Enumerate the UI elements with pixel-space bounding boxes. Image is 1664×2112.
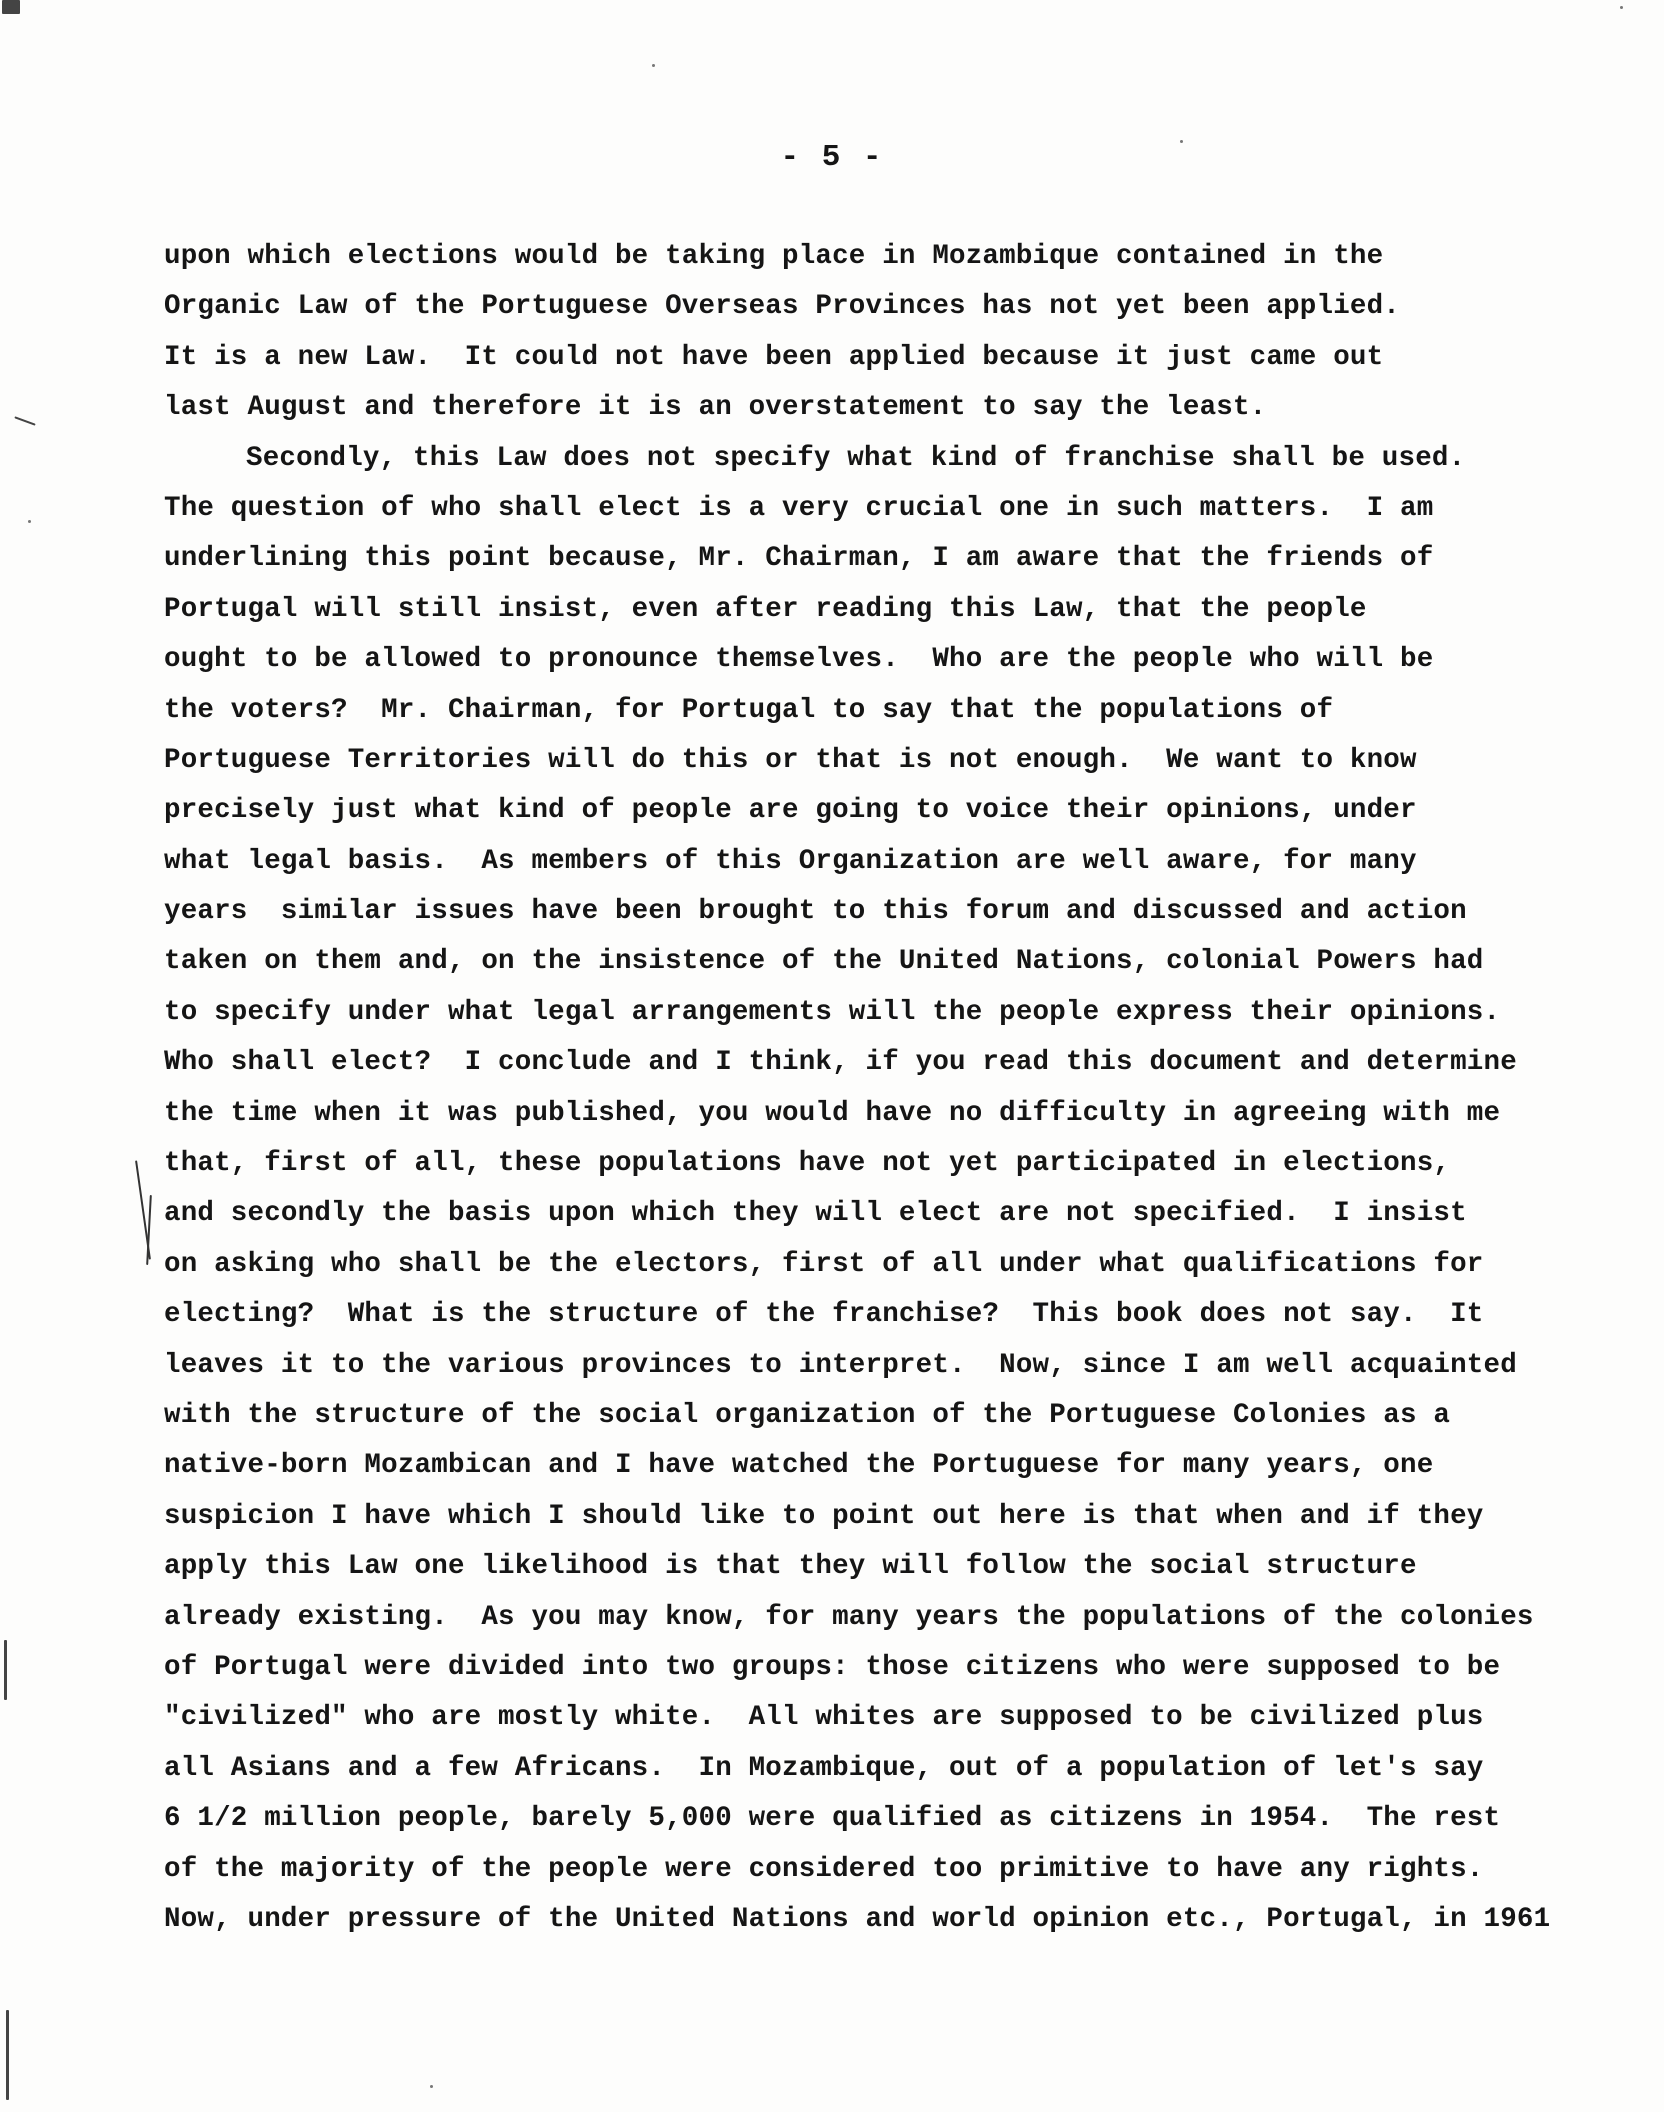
text-line: already existing. As you may know, for many years the populations of the colonies (164, 1601, 1534, 1633)
text-line: native-born Mozambican and I have watched the Portuguese for many years, one (164, 1450, 1434, 1482)
text-line: taken on them and, on the insistence of the United Nations, colonial Powers had (164, 946, 1484, 978)
text-line: It is a new Law. It could not have been applied because it just came out (164, 341, 1384, 373)
text-line: the time when it was published, you would have no difficulty in agreeing with me (164, 1097, 1501, 1129)
text-line: on asking who shall be the electors, first of all under what qualifications for (164, 1248, 1484, 1280)
body-text (164, 232, 1564, 1945)
text-line: last August and therefore it is an overstatement to say the least. (164, 392, 1267, 424)
text-line: Portuguese Territories will do this or that is not enough. We want to know (164, 744, 1417, 776)
edge-mark (2, 0, 20, 14)
paper-speck (1180, 140, 1183, 143)
text-line: what legal basis. As members of this Organization are well aware, for many (164, 845, 1417, 877)
text-line: ought to be allowed to pronounce themselves. Who are the people who will be (164, 644, 1434, 676)
page-number: - 5 - (780, 140, 884, 175)
text-line: Organic Law of the Portuguese Overseas Provinces has not yet been applied. (164, 291, 1400, 323)
text-line: that, first of all, these populations have not yet participated in elections, (164, 1148, 1451, 1180)
text-line: with the structure of the social organization of the Portuguese Colonies as a (164, 1399, 1451, 1431)
text-line: suspicion I have which I should like to point out here is that when and if they (164, 1500, 1484, 1532)
edge-mark (6, 2010, 9, 2100)
text-line: leaves it to the various provinces to interpret. Now, since I am well acquainted (164, 1349, 1517, 1381)
text-line: of the majority of the people were considered too primitive to have any rights. (164, 1853, 1484, 1885)
text-line: underlining this point because, Mr. Chairman, I am aware that the friends of (164, 543, 1434, 575)
paper-speck (28, 520, 31, 523)
edge-mark (4, 1640, 7, 1700)
text-line: all Asians and a few Africans. In Mozambique, out of a population of let's say (164, 1752, 1484, 1784)
text-line: Portugal will still insist, even after reading this Law, that the people (164, 593, 1367, 625)
text-line: years similar issues have been brought to this forum and discussed and action (164, 896, 1467, 928)
text-line: Secondly, this Law does not specify what kind of franchise shall be used. (246, 442, 1466, 474)
text-line: the voters? Mr. Chairman, for Portugal to say that the populations of (164, 694, 1334, 726)
text-line: upon which elections would be taking place in Mozambique contained in the (164, 241, 1384, 272)
text-line: of Portugal were divided into two groups: those citizens who were supposed to be (164, 1651, 1501, 1683)
text-line: 6 1/2 million people, barely 5,000 were qualified as citizens in 1954. The rest (164, 1803, 1501, 1835)
text-line: Who shall elect? I conclude and I think, if you read this document and determine (164, 1047, 1517, 1079)
text-line: Now, under pressure of the United Nations and world opinion etc., Portugal, in 1961 (164, 1903, 1551, 1935)
text-line: and secondly the basis upon which they will elect are not specified. I insist (164, 1198, 1467, 1230)
text-line: precisely just what kind of people are going to voice their opinions, under (164, 795, 1417, 827)
text-line: to specify under what legal arrangements will the people express their opinions. (164, 996, 1501, 1028)
text-line: "civilized" who are mostly white. All whites are supposed to be civilized plus (164, 1702, 1484, 1734)
text-line: The question of who shall elect is a very crucial one in such matters. I am (164, 492, 1434, 524)
paper-speck (1620, 6, 1623, 9)
edge-mark (14, 416, 35, 425)
text-line: electing? What is the structure of the franchise? This book does not say. It (164, 1299, 1484, 1331)
paper-speck (430, 2085, 433, 2088)
text-line: apply this Law one likelihood is that they will follow the social structure (164, 1551, 1417, 1583)
paper-speck (652, 64, 655, 67)
